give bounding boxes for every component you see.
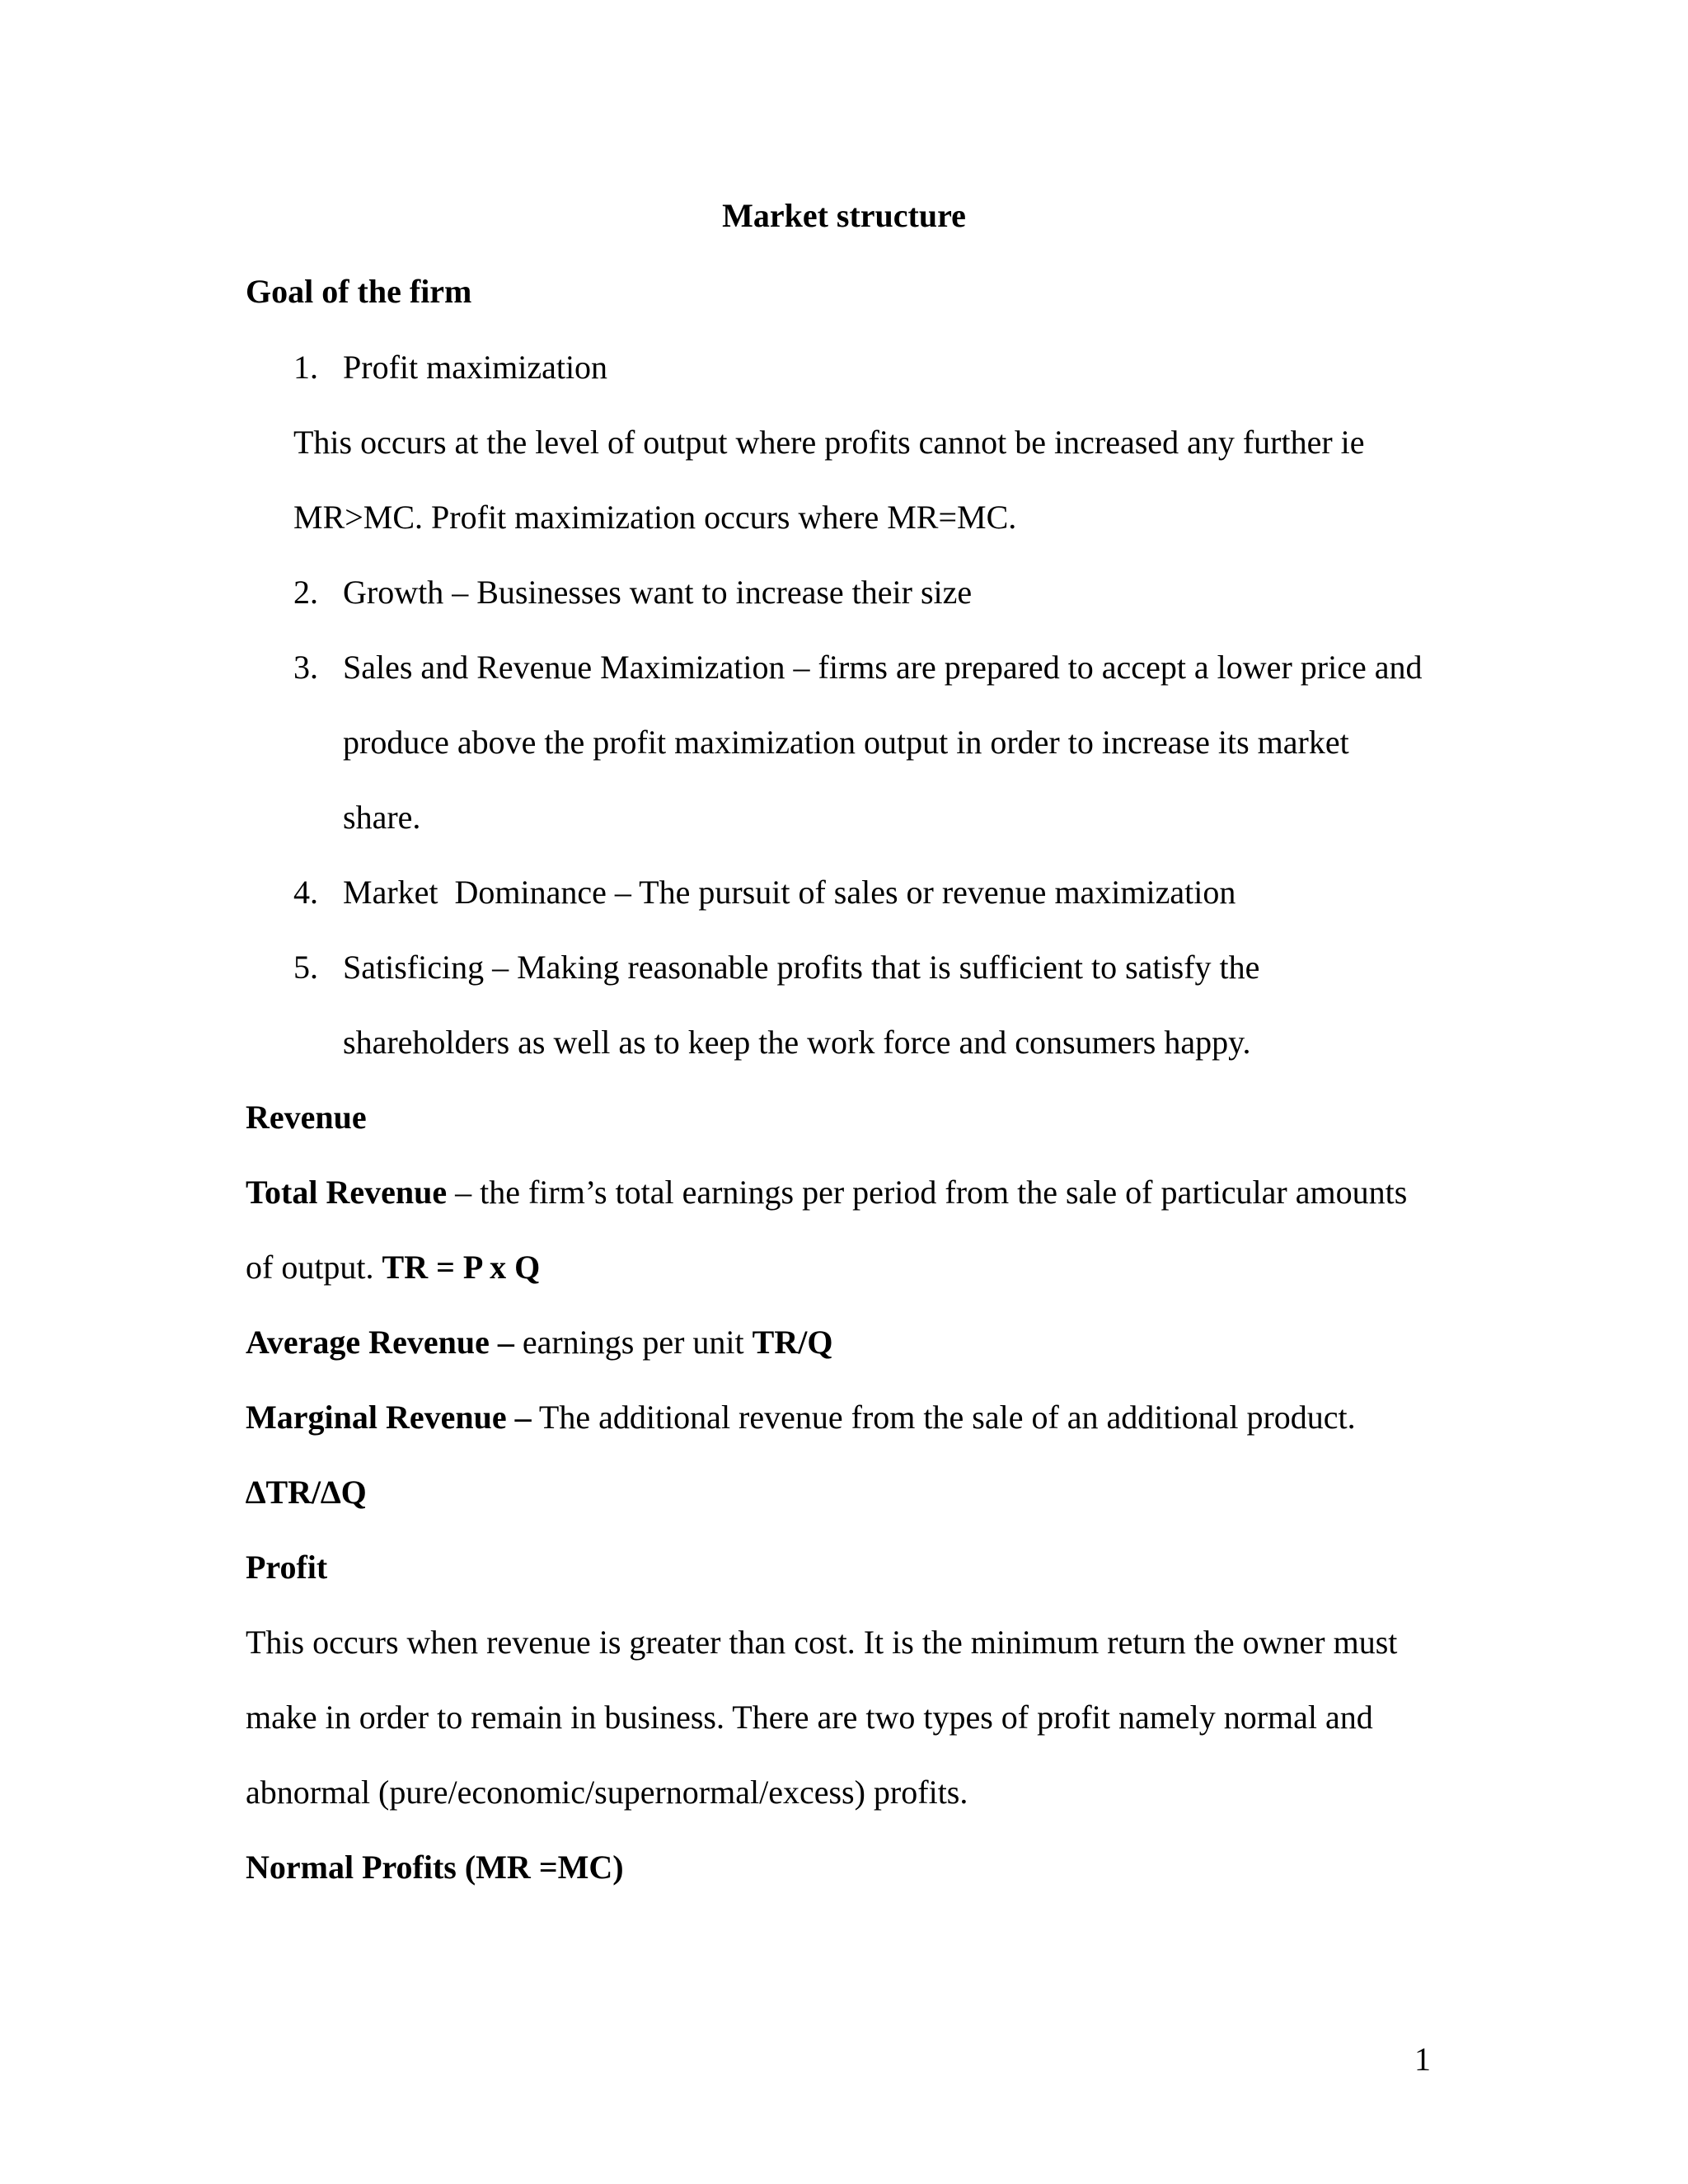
- marginal-revenue-line: [246, 1398, 1356, 1437]
- profit-heading: Profit: [246, 1549, 328, 1586]
- list-number: 2.: [293, 574, 318, 611]
- list-number: 5.: [293, 949, 318, 986]
- list-item-2: [293, 573, 972, 612]
- list-item-text: Satisficing – Making reasonable profits that is sufficient to satisfy the: [343, 949, 1260, 986]
- list-item-3: [293, 648, 1422, 687]
- paragraph-line: MR>MC. Profit maximization occurs where MR=MC.: [293, 499, 1017, 536]
- total-revenue-definition-cont: of output.: [246, 1249, 382, 1286]
- list-item-1: [293, 348, 607, 387]
- goal-heading: Goal of the firm: [246, 273, 472, 310]
- average-revenue-definition: earnings per unit: [513, 1324, 753, 1361]
- page-number: 1: [1414, 2041, 1431, 2078]
- total-revenue-line-2: [246, 1248, 540, 1287]
- normal-profits-heading: Normal Profits (MR =MC): [246, 1849, 624, 1886]
- total-revenue-term: Total Revenue: [246, 1174, 448, 1211]
- average-revenue-term: Average Revenue –: [246, 1324, 514, 1361]
- revenue-heading: Revenue: [246, 1099, 367, 1136]
- total-revenue-formula: TR = P x Q: [382, 1249, 541, 1286]
- paragraph-line: make in order to remain in business. There are two types of profit namely normal and: [246, 1699, 1373, 1736]
- total-revenue-definition: – the firm’s total earnings per period from the sale of particular amounts: [447, 1174, 1408, 1211]
- list-item-text: Profit maximization: [343, 349, 608, 386]
- marginal-revenue-term: Marginal Revenue –: [246, 1399, 532, 1436]
- marginal-revenue-definition: The additional revenue from the sale of an additional product.: [531, 1399, 1356, 1436]
- list-item-text: Sales and Revenue Maximization – firms are prepared to accept a lower price and: [343, 649, 1423, 686]
- paragraph-line: This occurs when revenue is greater than cost. It is the minimum return the owner must: [246, 1624, 1398, 1661]
- list-number: 3.: [293, 649, 318, 686]
- paragraph-line: abnormal (pure/economic/supernormal/excess) profits.: [246, 1774, 968, 1811]
- list-number: 1.: [293, 349, 318, 386]
- page-title: Market structure: [722, 197, 966, 234]
- list-item-text: Growth – Businesses want to increase their size: [343, 574, 973, 611]
- total-revenue-line: [246, 1173, 1407, 1212]
- list-item-text: Market Dominance – The pursuit of sales or revenue maximization: [343, 874, 1236, 911]
- list-item-4: [293, 873, 1236, 912]
- list-item-continuation: produce above the profit maximization output in order to increase its market: [343, 724, 1349, 761]
- list-item-5: [293, 948, 1259, 987]
- marginal-revenue-formula: ∆TR/∆Q: [246, 1474, 367, 1511]
- list-number: 4.: [293, 874, 318, 911]
- paragraph-line: This occurs at the level of output where profits cannot be increased any further ie: [293, 424, 1365, 461]
- average-revenue-formula: TR/Q: [752, 1324, 833, 1361]
- average-revenue-line: [246, 1323, 832, 1362]
- list-item-continuation: shareholders as well as to keep the work force and consumers happy.: [343, 1024, 1251, 1061]
- list-item-continuation: share.: [343, 799, 421, 836]
